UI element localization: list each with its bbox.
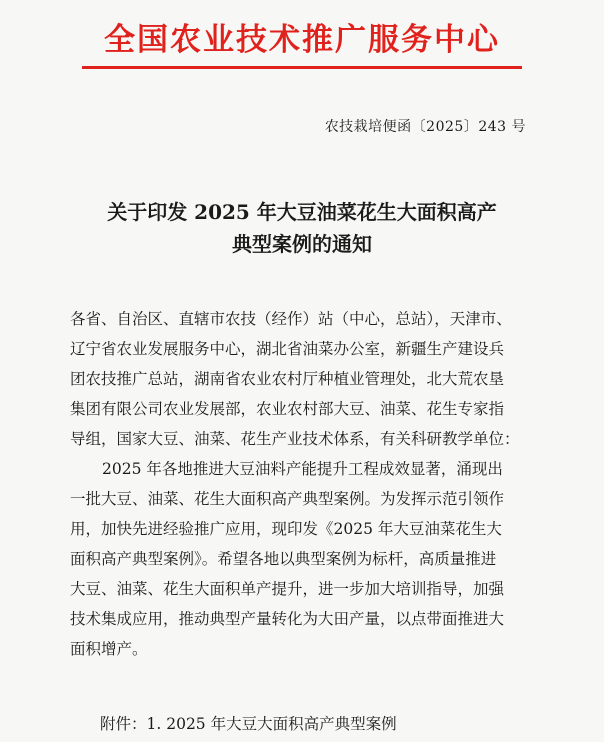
recipient-line: 集团有限公司农业发展部，农业农村部大豆、油菜、花生专家指 — [70, 400, 505, 418]
recipient-line: 导组，国家大豆、油菜、花生产业技术体系，有关科研教学单位： — [70, 430, 520, 448]
paragraph-line: 面积增产。 — [70, 640, 148, 658]
paragraph-line: 2025 年各地推进大豆油料产能提升工程成效显著，涌现出 — [102, 460, 503, 478]
red-divider — [82, 66, 522, 69]
paragraph-line: 技术集成应用，推动典型产量转化为大田产量，以点带面推进大 — [70, 610, 505, 628]
paragraph-line: 用，加快先进经验推广应用，现印发《2025 年大豆油菜花生大 — [70, 520, 502, 538]
document-number: 农技栽培便函〔2025〕243 号 — [324, 119, 526, 135]
organization-header: 全国农业技术推广服务中心 — [104, 22, 500, 58]
recipient-line: 辽宁省农业发展服务中心，湖北省油菜办公室，新疆生产建设兵 — [70, 340, 505, 358]
document-body — [70, 304, 540, 664]
paragraph-line: 面积高产典型案例》。希望各地以典型案例为标杆，高质量推进 — [70, 550, 497, 568]
paragraph-line: 大豆、油菜、花生大面积单产提升，进一步加大培训指导，加强 — [70, 580, 505, 598]
title-line: 关于印发 2025 年大豆油菜花生大面积高产 — [107, 200, 497, 224]
paragraph-line: 一批大豆、油菜、花生大面积高产典型案例。为发挥示范引领作 — [70, 490, 505, 508]
title-line: 典型案例的通知 — [232, 232, 372, 256]
recipient-line: 团农技推广总站，湖南省农业农村厅种植业管理处，北大荒农垦 — [70, 370, 505, 388]
attachment-line: 附件：1. 2025 年大豆大面积高产典型案例 — [100, 715, 397, 733]
recipient-line: 各省、自治区、直辖市农技（经作）站（中心，总站），天津市、 — [70, 310, 512, 328]
document-title — [0, 196, 604, 260]
